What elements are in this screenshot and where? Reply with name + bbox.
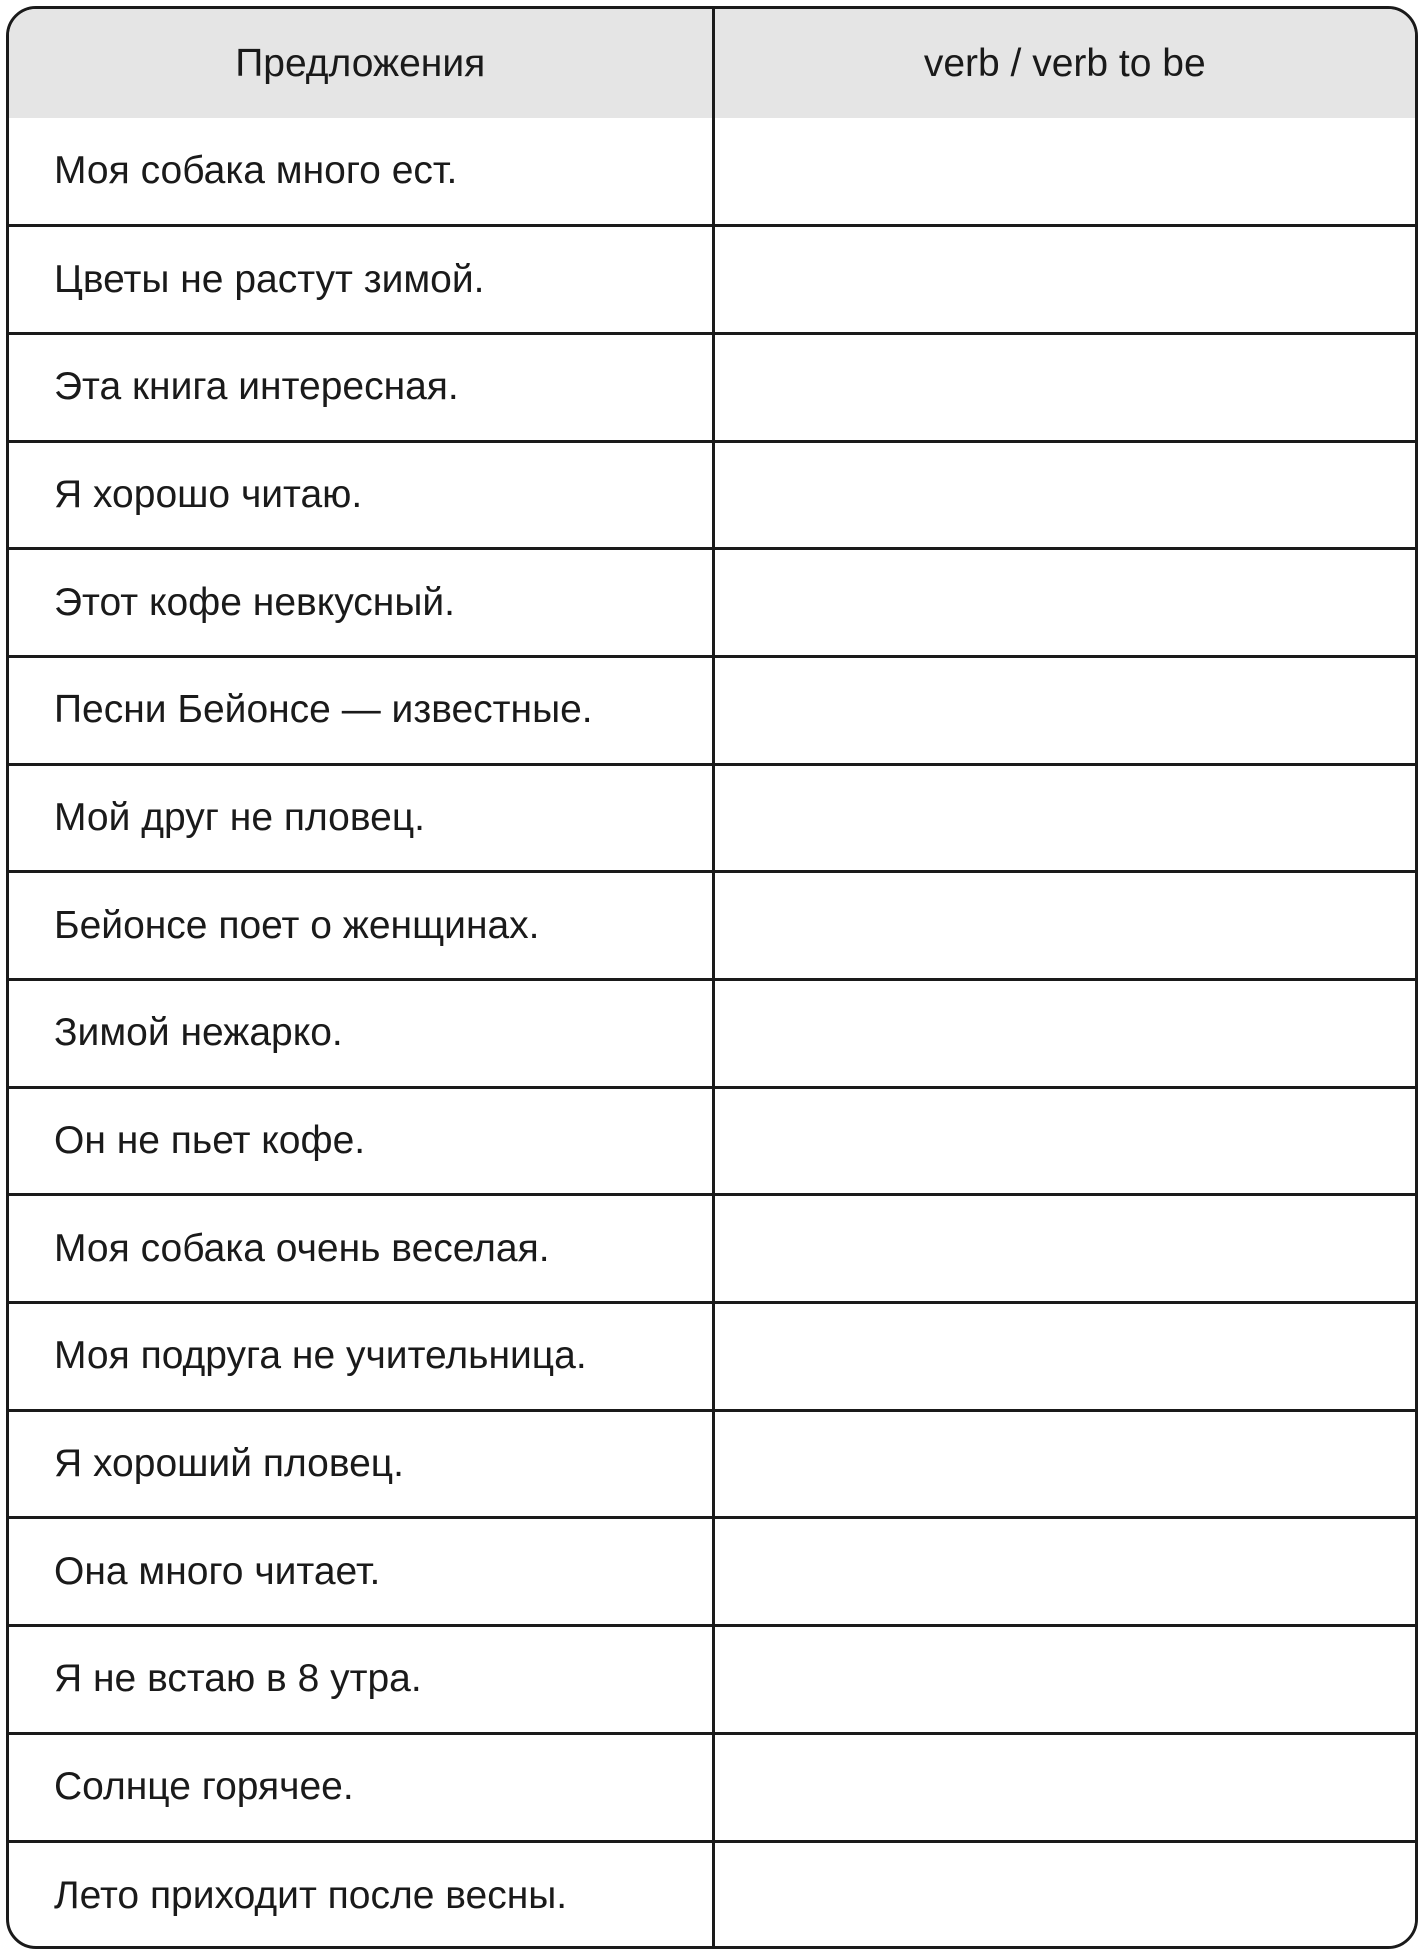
table-row [9, 441, 1415, 549]
answer-cell[interactable] [713, 764, 1415, 872]
answer-cell[interactable] [713, 1733, 1415, 1841]
table-row [9, 1303, 1415, 1411]
sentence-cell: Я хорошо читаю. [9, 441, 713, 549]
table-row [9, 872, 1415, 980]
sentence-cell: Моя подруга не учительница. [9, 1303, 713, 1411]
table-row [9, 980, 1415, 1088]
table-row [9, 656, 1415, 764]
answer-cell[interactable] [713, 1841, 1415, 1949]
table-row [9, 226, 1415, 334]
answer-cell[interactable] [713, 656, 1415, 764]
table-row [9, 1841, 1415, 1949]
answer-cell[interactable] [713, 441, 1415, 549]
answer-cell[interactable] [713, 1303, 1415, 1411]
sentence-cell: Солнце горячее. [9, 1733, 713, 1841]
answer-cell[interactable] [713, 549, 1415, 657]
answer-cell[interactable] [713, 1518, 1415, 1626]
answer-cell[interactable] [713, 872, 1415, 980]
table-row [9, 1733, 1415, 1841]
column-header-sentences: Предложения [9, 9, 713, 118]
table-header-row [9, 9, 1415, 118]
sentence-cell: Зимой нежарко. [9, 980, 713, 1088]
answer-cell[interactable] [713, 118, 1415, 226]
sentence-cell: Он не пьет кофе. [9, 1087, 713, 1195]
sentence-cell: Бейонсе поет о женщинах. [9, 872, 713, 980]
answer-cell[interactable] [713, 333, 1415, 441]
sentence-cell: Я не встаю в 8 утра. [9, 1626, 713, 1734]
sentence-cell: Песни Бейонсе — известные. [9, 656, 713, 764]
answer-cell[interactable] [713, 226, 1415, 334]
answer-cell[interactable] [713, 1410, 1415, 1518]
table-row [9, 549, 1415, 657]
table-row [9, 1518, 1415, 1626]
sentence-cell: Мой друг не пловец. [9, 764, 713, 872]
answer-cell[interactable] [713, 1087, 1415, 1195]
table-row [9, 1626, 1415, 1734]
sentence-cell: Я хороший пловец. [9, 1410, 713, 1518]
worksheet-table-frame [6, 6, 1418, 1949]
table-row [9, 764, 1415, 872]
table-row [9, 118, 1415, 226]
answer-cell[interactable] [713, 1626, 1415, 1734]
column-header-answer: verb / verb to be [923, 41, 1206, 85]
sentence-cell: Цветы не растут зимой. [9, 226, 713, 334]
sentence-cell: Лето приходит после весны. [9, 1841, 713, 1949]
table-row [9, 1410, 1415, 1518]
answer-cell[interactable] [713, 980, 1415, 1088]
answer-cell[interactable] [713, 1195, 1415, 1303]
sentence-cell: Моя собака очень веселая. [9, 1195, 713, 1303]
sentence-cell: Эта книга интересная. [9, 333, 713, 441]
sentence-cell: Этот кофе невкусный. [9, 549, 713, 657]
table-row [9, 333, 1415, 441]
sentence-cell: Моя собака много ест. [9, 118, 713, 226]
table-row [9, 1195, 1415, 1303]
sentence-cell: Она много читает. [9, 1518, 713, 1626]
table-row [9, 1087, 1415, 1195]
verb-classification-table [9, 9, 1415, 1949]
